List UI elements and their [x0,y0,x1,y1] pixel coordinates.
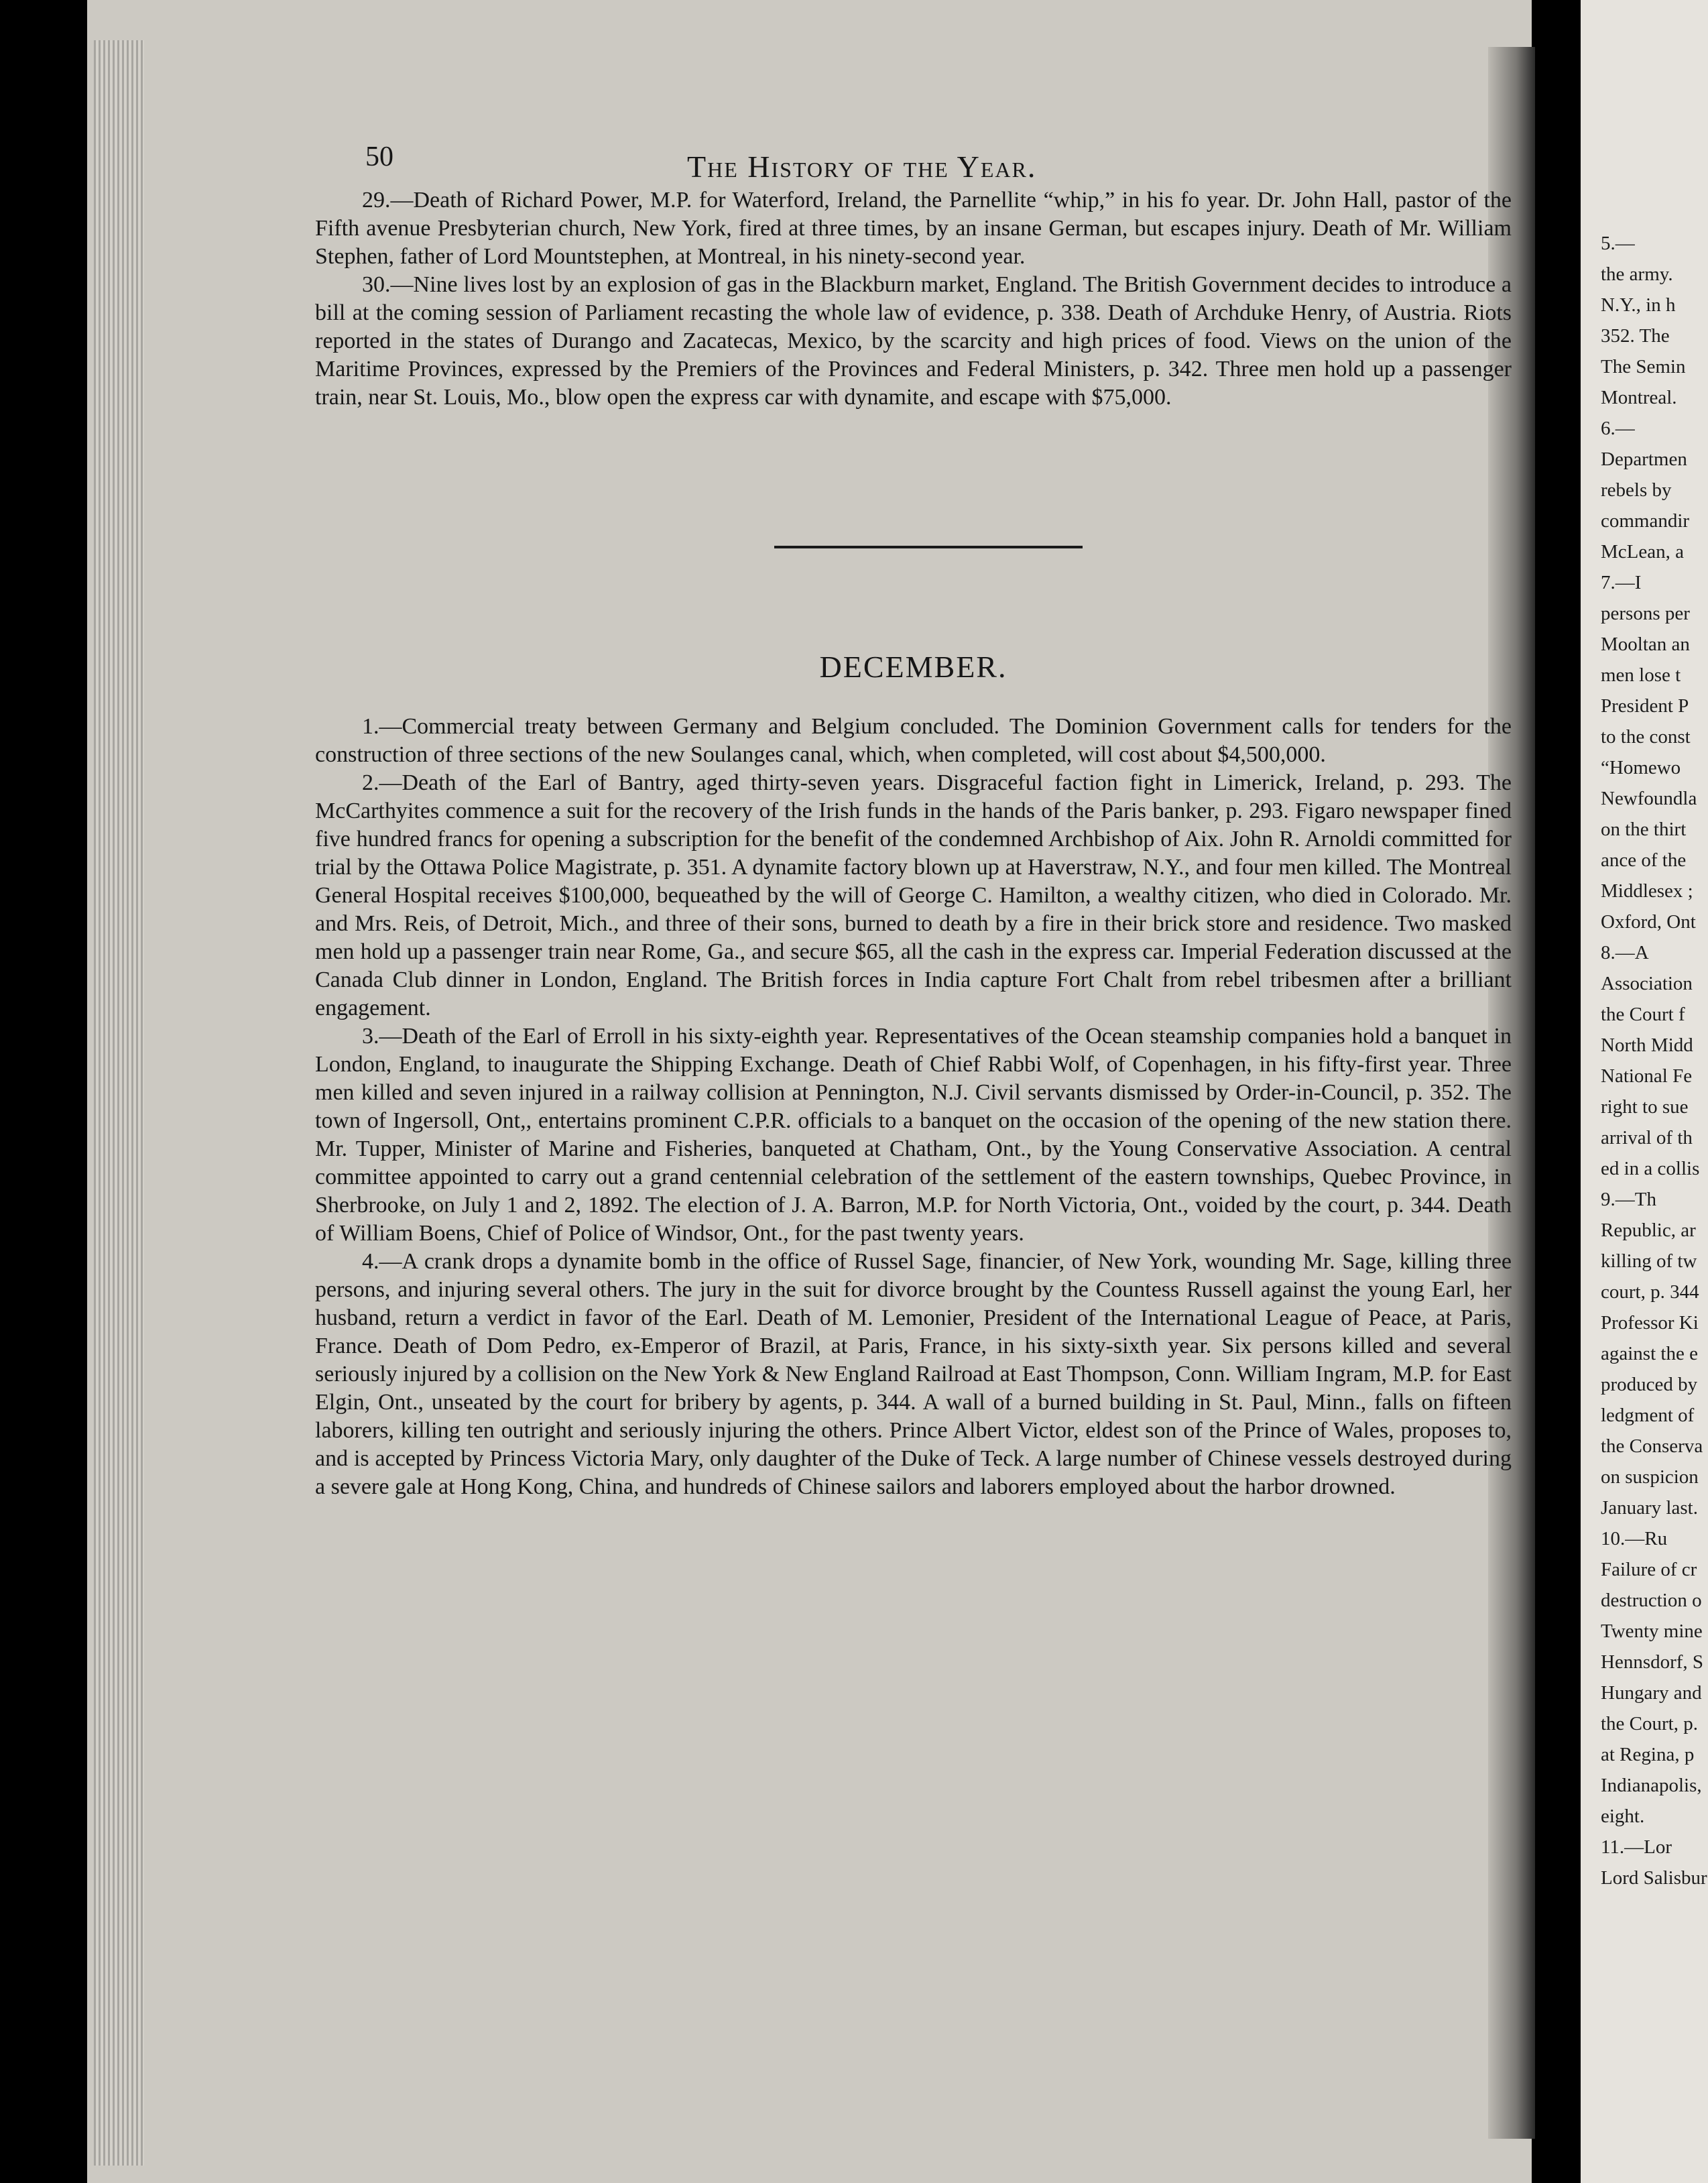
facing-page-line: ed in a collis [1601,1158,1700,1179]
facing-page-line: the Court f [1601,1004,1685,1025]
facing-page-line: at Regina, p [1601,1744,1695,1765]
facing-page-line: destruction o [1601,1590,1702,1611]
facing-page-line: Professor Ki [1601,1312,1699,1334]
page-content [315,127,1512,1501]
facing-page-line: Middlesex ; [1601,880,1693,902]
facing-page-line: right to sue [1601,1096,1689,1118]
section-divider [774,546,1083,548]
facing-page-line: court, p. 344 [1601,1281,1699,1303]
facing-page-line: against the e [1601,1343,1698,1364]
facing-page-line: 6.— [1601,418,1635,439]
entry-dec-1: 1.—Commercial treaty between Germany and Belgium concluded. The Dominion Government calls for tenders for the construction of three sections of the new Soulanges canal, which, when completed, will cost about $4,500,000. [315,714,1512,767]
facing-page-line: eight. [1601,1806,1645,1827]
running-title: The History of the Year. [687,150,1037,184]
facing-page-line: produced by [1601,1374,1698,1395]
facing-page-line: President P [1601,695,1689,717]
facing-page-line: North Midd [1601,1035,1693,1056]
entry-dec-4: 4.—A crank drops a dynamite bomb in the office of Russel Sage, financier, of New York, wounding Mr. Sage, killing three persons, and injuring several others. The jury in the suit for divorce brought by the Countess Russell against the young Earl, her husband, return a verdict in favor of the Earl. Death of M. Lemonier, President of the International League of Peace, at Paris, France. Death of Dom Pedro, ex-Emperor of Brazil, at Paris, France, in his sixty-sixth year. Six persons killed and several seriously injured by a collision on the New York & New England Railroad at East Thompson, Conn. William Ingram, M.P. for East Elgin, Ont., unseated by the court for bribery by agents, p. 344. A wall of a burned building in St. Paul, Minn., falls on fifteen laborers, killing ten outright and seriously injuring the others. Prince Albert Victor, eldest son of the Prince of Wales, proposes to, and is accepted by Princess Victoria Mary, only daughter of the Duke of Teck. A large number of Chinese vessels destroyed during a severe gale at Hong Kong, China, and hundreds of Chinese sailors and laborers employed about the harbor drowned. [315,1249,1512,1499]
facing-page-line: Newfoundla [1601,788,1697,809]
facing-page-line: ance of the [1601,849,1687,871]
facing-page-line: Oxford, Ont [1601,911,1696,933]
facing-page-line: January last. [1601,1497,1698,1519]
facing-page-line: ledgment of [1601,1405,1695,1426]
facing-page-line: commandir [1601,510,1690,532]
page-edges [94,40,144,2166]
facing-page [1581,0,1708,2183]
facing-page-line: killing of tw [1601,1250,1697,1272]
facing-page-line: Departmen [1601,449,1687,470]
facing-page-line: Republic, ar [1601,1220,1696,1241]
facing-page-line: Indianapolis, [1601,1775,1702,1796]
entry-dec-3: 3.—Death of the Earl of Erroll in his sixty-eighth year. Representatives of the Ocean steamship companies hold a banquet in London, England, to inaugurate the Shipping Exchange. Death of Chief Rabbi Wolf, of Copenhagen, in his fifty-first year. Three men killed and seven injured in a railway collision at Pennington, N.J. Civil servants dismissed by Order-in-Council, p. 352. The town of Ingersoll, Ont,, entertains prominent C.P.R. officials to a banquet on the occasion of the opening of the new station there. Mr. Tupper, Minister of Marine and Fisheries, banqueted at Chatham, Ont., by the Young Conservative Association. A central committee appointed to carry out a grand centennial celebration of the settlement of the eastern townships, Quebec Province, in Sherbrooke, on July 1 and 2, 1892. The election of J. A. Barron, M.P. for North Victoria, Ont., voided by the court, p. 344. Death of William Boens, Chief of Police of Windsor, Ont., for the past twenty years. [315,1024,1512,1246]
facing-page-line: The Semin [1601,356,1686,377]
facing-page-line: 7.—I [1601,572,1642,593]
facing-page-line: 9.—Th [1601,1189,1656,1210]
facing-page-line: Lord Salisbur [1601,1867,1707,1889]
page-header [365,127,1512,186]
facing-page-line: Association [1601,973,1693,994]
entry-nov-29: 29.—Death of Richard Power, M.P. for Waterford, Ireland, the Parnellite “whip,” in his fo year. Dr. John Hall, pastor of the Fifth avenue Presbyterian church, New York, fired at three times, by an insane German, but escapes injury. Death of Mr. William Stephen, father of Lord Mountstephen, at Montreal, in his ninety-second year. [315,188,1512,269]
facing-page-line: arrival of th [1601,1127,1693,1148]
facing-page-line: N.Y., in h [1601,294,1676,316]
facing-page-line: on suspicion [1601,1466,1699,1488]
facing-page-line: 11.—Lor [1601,1836,1672,1858]
facing-page-line: persons per [1601,603,1690,624]
facing-page-line: McLean, a [1601,541,1684,563]
facing-page-line: Hennsdorf, S [1601,1651,1704,1673]
page-number: 50 [365,141,393,172]
facing-page-line: 8.—A [1601,942,1649,963]
entry-dec-2: 2.—Death of the Earl of Bantry, aged thirty-seven years. Disgraceful faction fight in Limerick, Ireland, p. 293. The McCarthyites commence a suit for the recovery of the Irish funds in the hands of the Paris banker, p. 293. Figaro newspaper fined five hundred francs for opening a subscription for the benefit of the condemned Archbishop of Aix. John R. Arnoldi committed for trial by the Ottawa Police Magistrate, p. 351. A dynamite factory blown up at Haverstraw, N.Y., and four men killed. The Montreal General Hospital receives $100,000, bequeathed by the will of George C. Hamilton, a wealthy citizen, who died in Colorado. Mr. and Mrs. Reis, of Detroit, Mich., and three of their sons, burned to death by a fire in their brick store and residence. Two masked men hold up a passenger train near Rome, Ga., and secure $65, all the cash in the express car. Imperial Federation discussed at the Canada Club dinner in London, England. The British forces in India capture Fort Chalt from rebel tribesmen after a brilliant engagement. [315,770,1512,1020]
section-heading: DECEMBER. [819,650,1008,684]
facing-page-line: men lose t [1601,664,1681,686]
facing-page-line: 352. The [1601,325,1670,347]
facing-page-text [1601,228,1708,1893]
facing-page-line: Montreal. [1601,387,1677,408]
facing-page-line: Hungary and [1601,1682,1702,1704]
facing-page-line: the Court, p. [1601,1713,1698,1734]
entry-nov-30: 30.—Nine lives lost by an explosion of gas in the Blackburn market, England. The British Government decides to introduce a bill at the coming session of Parliament recasting the whole law of evidence, p. 338. Death of Archduke Henry, of Austria. Riots reported in the states of Durango and Zacatecas, Mexico, by the scarcity and high prices of food. Views on the union of the Maritime Provinces, expressed by the Premiers of the Provinces and Federal Ministers, p. 342. Three men hold up a passenger train, near St. Louis, Mo., blow open the express car with dynamite, and escape with $75,000. [315,272,1512,410]
facing-page-line: Failure of cr [1601,1559,1697,1580]
facing-page-line: “Homewo [1601,757,1681,778]
facing-page-line: rebels by [1601,479,1672,501]
facing-page-line: the army. [1601,263,1673,285]
facing-page-line: Twenty mine [1601,1620,1703,1642]
november-section [315,186,1512,412]
facing-page-line: Mooltan an [1601,634,1690,655]
facing-page-line: the Conserva [1601,1435,1703,1457]
december-section [315,713,1512,1501]
facing-page-line: 10.—Ru [1601,1528,1668,1549]
facing-page-line: on the thirt [1601,819,1687,840]
facing-page-line: 5.— [1601,233,1635,254]
facing-page-line: to the const [1601,726,1691,748]
facing-page-line: National Fe [1601,1065,1693,1087]
